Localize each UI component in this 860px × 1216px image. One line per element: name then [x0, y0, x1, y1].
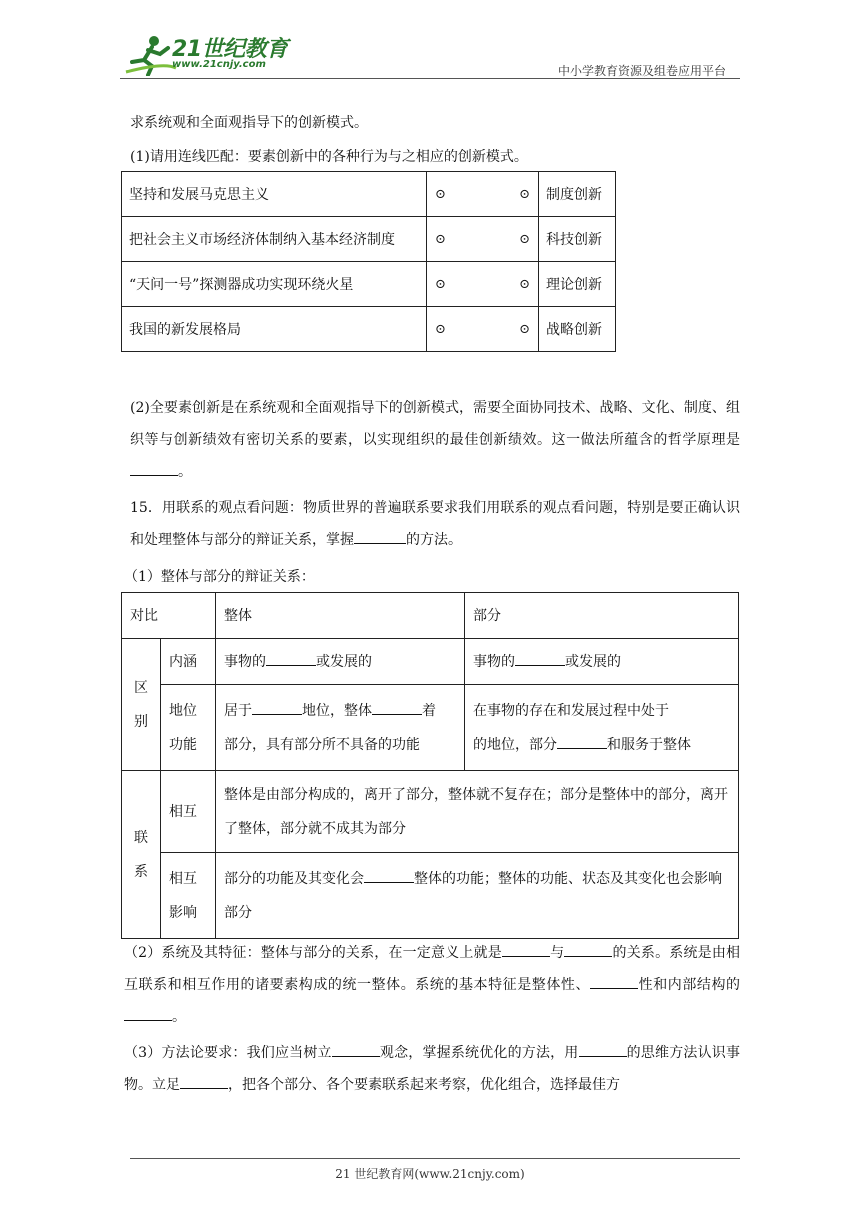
match-left-cell: 我国的新发展格局 [122, 307, 427, 352]
table-row [122, 217, 616, 262]
dot-icon[interactable]: ⊙ [435, 231, 446, 247]
neihan-whole: 事物的 或发展的 [216, 639, 465, 685]
dot-icon[interactable]: ⊙ [519, 276, 530, 292]
match-left-cell: “天问一号”探测器成功实现环绕火星 [122, 262, 427, 307]
answer-blank[interactable] [564, 942, 612, 957]
neihan-label: 内涵 [161, 639, 216, 685]
answer-blank[interactable] [354, 529, 406, 544]
q2-end: 。 [178, 464, 192, 480]
q2-text: (2)全要素创新是在系统观和全面观指导下的创新模式，需要全面协同技术、战略、文化、制度、组织等与创新绩效有密切关系的要素，以实现组织的最佳创新绩效。这一做法所蕴含的哲学原理是 [130, 400, 740, 448]
dot-icon[interactable]: ⊙ [519, 321, 530, 337]
answer-blank[interactable] [180, 1074, 228, 1089]
answer-blank[interactable] [332, 1042, 380, 1057]
dot-icon[interactable]: ⊙ [435, 186, 446, 202]
answer-blank[interactable] [124, 1006, 172, 1021]
match-left-cell: 坚持和发展马克思主义 [122, 172, 427, 217]
answer-blank[interactable] [130, 461, 178, 476]
logo-url: www.21cnjy.com [172, 59, 266, 70]
answer-blank[interactable] [364, 868, 414, 883]
match-dots-cell [427, 307, 539, 352]
answer-blank[interactable] [266, 651, 316, 666]
answer-blank[interactable] [557, 734, 607, 749]
match-right-cell: 战略创新 [539, 307, 616, 352]
dot-icon[interactable]: ⊙ [519, 186, 530, 202]
distinction-label: 区别 [122, 639, 161, 771]
q15-end: 的方法。 [406, 532, 462, 548]
matching-table [121, 171, 616, 352]
match-left-cell: 把社会主义市场经济体制纳入基本经济制度 [122, 217, 427, 262]
match-right-cell: 科技创新 [539, 217, 616, 262]
dot-icon[interactable]: ⊙ [519, 231, 530, 247]
sub3-paragraph: （3）方法论要求：我们应当树立 观念，掌握系统优化的方法，用 的思维方法认识事物。立足 ，把各个部分、各个要素联系起来考察，优化组合，选择最佳方 [124, 1037, 740, 1101]
diwei-whole: 居于 地位，整体 着 部分，具有部分所不具备的功能 [216, 685, 465, 771]
answer-blank[interactable] [372, 700, 422, 715]
footer-divider [130, 1158, 740, 1159]
table-row [122, 593, 739, 639]
table-row [122, 771, 739, 853]
xianghu-text: 整体是由部分构成的，离开了部分，整体就不复存在；部分是整体中的部分，离开了整体，部分就不成其为部分 [216, 771, 739, 853]
q15-text: 15．用联系的观点看问题：物质世界的普遍联系要求我们用联系的观点看问题，特别是要正确认识和处理整体与部分的辩证关系，掌握 [130, 500, 740, 548]
header-divider [120, 78, 740, 79]
page-header [120, 30, 740, 80]
sub2-paragraph: （2）系统及其特征：整体与部分的关系，在一定意义上就是 与 的关系。系统是由相互联系和相互作用的诸要素构成的统一整体。系统的基本特征是整体性、 性和内部结构的。 [124, 937, 740, 1033]
match-dots-cell [427, 172, 539, 217]
match-right-cell: 理论创新 [539, 262, 616, 307]
match-dots-cell [427, 262, 539, 307]
answer-blank[interactable] [502, 942, 550, 957]
diwei-label: 地位 功能 [161, 685, 216, 771]
table-row [122, 262, 616, 307]
table-row [122, 172, 616, 217]
q1-prompt: (1)请用连线匹配：要素创新中的各种行为与之相应的创新模式。 [130, 149, 528, 165]
table-row [122, 639, 739, 685]
yingxiang-text: 部分的功能及其变化会 整体的功能；整体的功能、状态及其变化也会影响部分 [216, 853, 739, 939]
footer-text: 21 世纪教育网(www.21cnjy.com) [335, 1167, 525, 1181]
diwei-part: 在事物的存在和发展过程中处于 的地位，部分 和服务于整体 [465, 685, 739, 771]
answer-blank[interactable] [515, 651, 565, 666]
contact-label: 联系 [122, 771, 161, 939]
answer-blank[interactable] [590, 974, 638, 989]
table-row [122, 685, 739, 771]
q15-paragraph [130, 492, 740, 556]
header-part: 部分 [465, 593, 739, 639]
xianghu-label: 相互 [161, 771, 216, 853]
table-row [122, 853, 739, 939]
whole-part-table [121, 592, 739, 939]
dot-icon[interactable]: ⊙ [435, 276, 446, 292]
header-platform-text: 中小学教育资源及组卷应用平台 [557, 64, 726, 78]
neihan-part: 事物的 或发展的 [465, 639, 739, 685]
q2-paragraph [130, 392, 740, 488]
match-right-cell: 制度创新 [539, 172, 616, 217]
answer-blank[interactable] [579, 1042, 627, 1057]
dot-icon[interactable]: ⊙ [435, 321, 446, 337]
yingxiang-label: 相互 影响 [161, 853, 216, 939]
match-dots-cell [427, 217, 539, 262]
sub1-title: （1）整体与部分的辩证关系： [124, 569, 315, 585]
intro-line: 求系统观和全面观指导下的创新模式。 [130, 115, 368, 131]
answer-blank[interactable] [252, 700, 302, 715]
table-row [122, 307, 616, 352]
header-whole: 整体 [216, 593, 465, 639]
logo-text: 21世纪教育 [172, 37, 288, 62]
header-compare: 对比 [122, 593, 216, 639]
